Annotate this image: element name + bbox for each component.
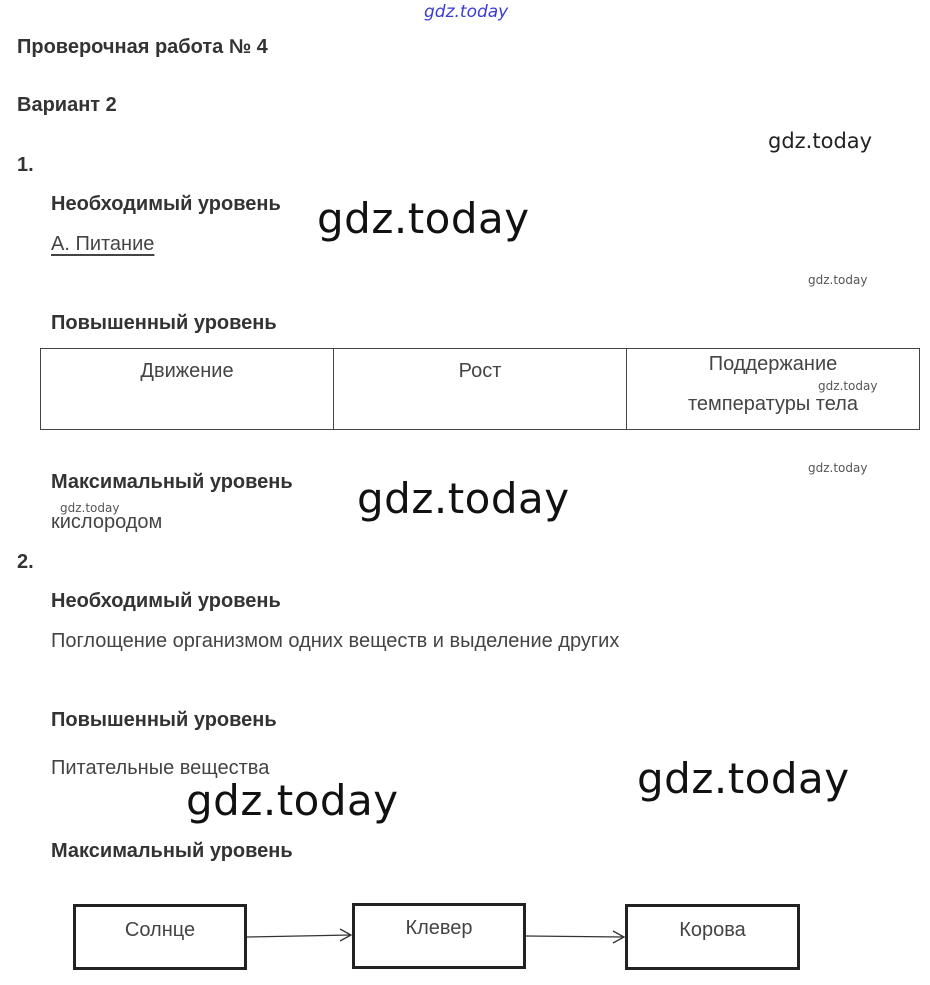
q2-max-heading: Максимальный уровень [51,840,293,862]
chain-label-sun: Солнце [124,919,196,941]
q1-advanced-heading: Повышенный уровень [51,312,277,334]
watermark-top: gdz.today [424,2,509,22]
table-cell-movement: Движение [41,349,334,430]
q1-max-answer: кислородом [51,511,163,533]
page-title: Проверочная работа № 4 [17,36,268,58]
table-cell-temperature-line1: Поддержание [708,353,838,375]
watermark: gdz.today [808,461,868,475]
arrow-clover-to-cow [526,936,624,937]
watermark: gdz.today [818,379,878,393]
q1-basic-answer: А. Питание [51,233,155,255]
q2-advanced-heading: Повышенный уровень [51,709,277,731]
watermark: gdz.today [637,754,850,803]
arrow-sun-to-clover [247,935,351,937]
watermark: gdz.today [768,129,873,153]
variant-label: Вариант 2 [17,94,117,116]
table-cell-temperature-line2: температуры тела [688,393,858,415]
question-1-number: 1. [17,154,34,176]
q1-max-heading: Максимальный уровень [51,471,293,493]
watermark: gdz.today [60,501,120,515]
q2-basic-answer: Поглощение организмом одних веществ и выделение других [51,630,620,652]
q2-advanced-answer: Питательные вещества [51,757,270,779]
q1-basic-heading: Необходимый уровень [51,193,281,215]
watermark: gdz.today [808,273,868,287]
watermark: gdz.today [317,194,530,243]
chain-label-clover: Клевер [405,917,473,939]
q2-basic-heading: Необходимый уровень [51,590,281,612]
watermark: gdz.today [357,474,570,523]
chain-label-cow: Корова [679,919,746,941]
watermark: gdz.today [186,776,399,825]
table-cell-growth: Рост [334,349,627,430]
question-2-number: 2. [17,551,34,573]
